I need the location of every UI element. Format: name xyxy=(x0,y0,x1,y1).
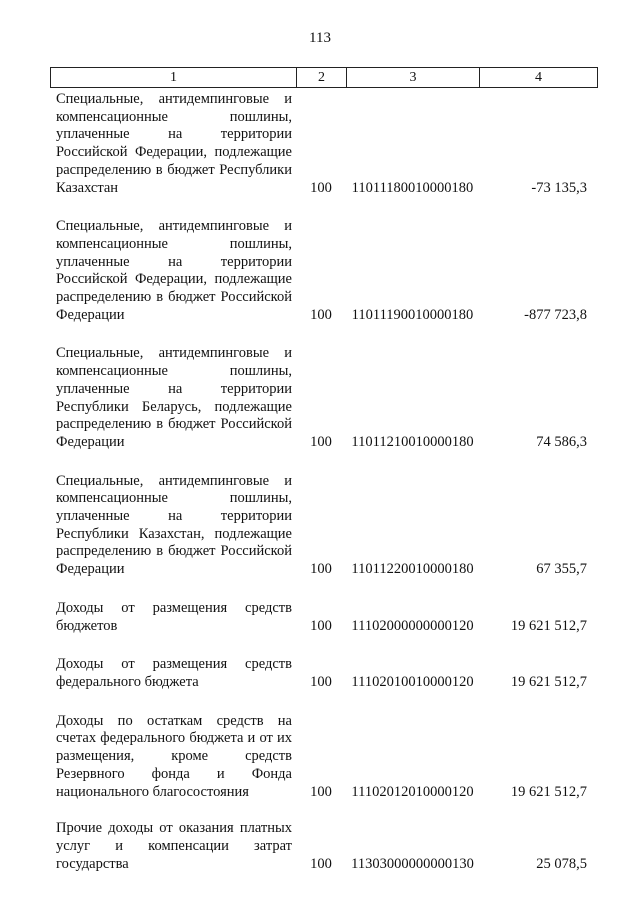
header-row xyxy=(51,68,598,88)
row-description: Доходы от размещения средств федерального бюджета xyxy=(56,656,292,690)
row-kbk-code: 11011190010000180 xyxy=(351,306,474,323)
row-spacer xyxy=(50,324,597,345)
row-kbk-code: 11011220010000180 xyxy=(351,561,474,578)
row-amount: 19 621 512,7 xyxy=(510,673,587,690)
row-admin-code: 100 xyxy=(310,306,332,323)
row-admin-code: 100 xyxy=(310,179,332,196)
row-kbk-code: 11102000000000120 xyxy=(351,617,474,634)
row-spacer xyxy=(50,801,597,820)
table-row xyxy=(50,820,597,873)
row-amount: 19 621 512,7 xyxy=(510,617,587,634)
table-row xyxy=(50,91,597,197)
row-spacer xyxy=(50,579,597,600)
row-description: Специальные, антидемпинговые и компенсационные пошлины, уплаченные на территории Российской Федерации, подлежащие распределению в бюджет Республики Казахстан xyxy=(56,91,292,196)
row-spacer xyxy=(50,452,597,473)
row-spacer xyxy=(50,197,597,218)
row-admin-code: 100 xyxy=(310,561,332,578)
row-description: Специальные, антидемпинговые и компенсационные пошлины, уплаченные на территории Республики Казахстан, подлежащие распределению в бюджет Российской Федерации xyxy=(56,472,292,578)
row-kbk-code: 11011210010000180 xyxy=(351,433,474,450)
table-row xyxy=(50,218,597,324)
row-kbk-code: 11011180010000180 xyxy=(351,179,474,196)
row-amount: -877 723,8 xyxy=(524,306,587,323)
row-description: Доходы от размещения средств бюджетов xyxy=(56,599,292,634)
row-spacer xyxy=(50,635,597,656)
header-col-4: 4 xyxy=(480,68,598,88)
table-row xyxy=(50,656,597,691)
table-row xyxy=(50,345,597,451)
page-number: 113 xyxy=(309,30,331,46)
table-row xyxy=(50,713,597,802)
header-col-1: 1 xyxy=(51,68,297,88)
row-amount: 19 621 512,7 xyxy=(510,783,587,800)
row-admin-code: 100 xyxy=(310,617,332,634)
table-row xyxy=(50,600,597,635)
row-spacer xyxy=(50,692,597,713)
row-kbk-code: 11303000000000130 xyxy=(351,855,474,872)
table-row xyxy=(50,473,597,579)
row-amount: 67 355,7 xyxy=(536,561,587,578)
revenue-table xyxy=(50,91,597,873)
header-col-3: 3 xyxy=(347,68,480,88)
row-amount: -73 135,3 xyxy=(531,179,587,196)
header-col-2: 2 xyxy=(297,68,347,88)
row-kbk-code: 11102010010000120 xyxy=(351,673,474,690)
row-kbk-code: 11102012010000120 xyxy=(351,783,474,800)
row-amount: 25 078,5 xyxy=(536,855,587,872)
row-amount: 74 586,3 xyxy=(536,433,587,450)
row-admin-code: 100 xyxy=(310,673,332,690)
row-admin-code: 100 xyxy=(310,855,332,872)
row-description: Специальные, антидемпинговые и компенсационные пошлины, уплаченные на территории Российской Федерации, подлежащие распределению в бюджет Российской Федерации xyxy=(56,218,292,323)
row-description: Прочие доходы от оказания платных услуг и компенсации затрат государства xyxy=(56,820,292,872)
row-admin-code: 100 xyxy=(310,783,332,800)
row-description: Специальные, антидемпинговые и компенсационные пошлины, уплаченные на территории Республики Беларусь, подлежащие распределению в бюджет Российской Федерации xyxy=(56,345,292,450)
row-description: Доходы по остаткам средств на счетах федерального бюджета и от их размещения, кроме средств Резервного фонда и Фонда национального благосостояния xyxy=(56,712,292,800)
row-admin-code: 100 xyxy=(310,433,332,450)
table-header xyxy=(50,67,598,88)
